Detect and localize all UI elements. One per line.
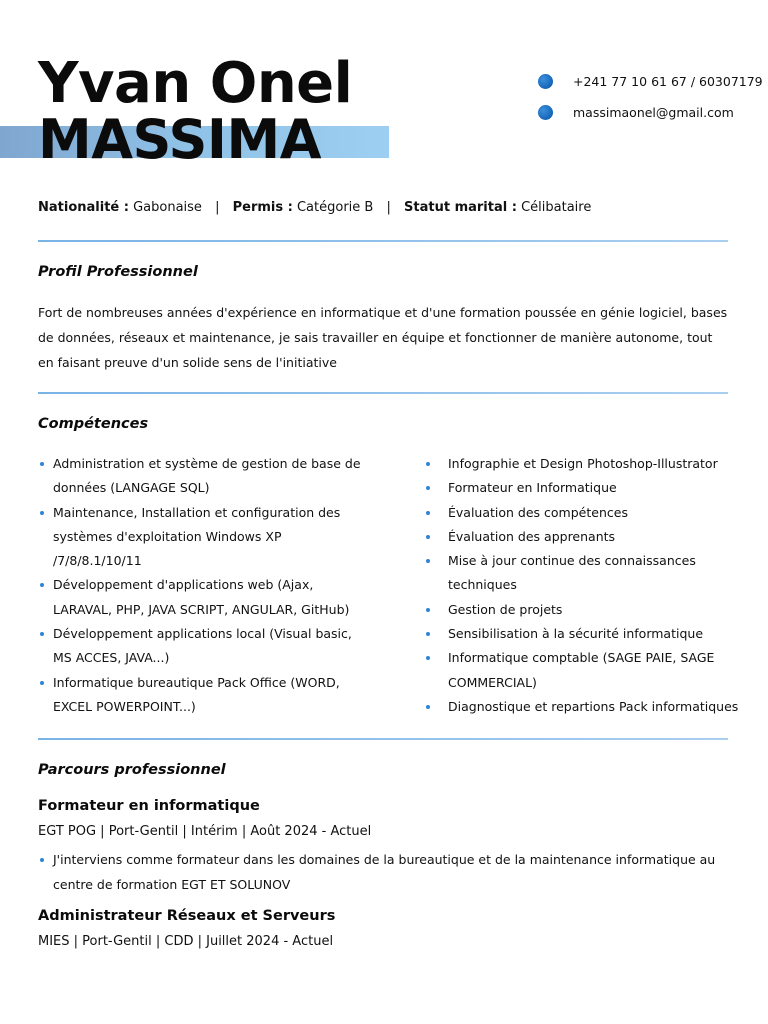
first-name: Yvan Onel xyxy=(38,51,353,116)
skill-text: Développement applications local (Visual basic, MS ACCES, JAVA...) xyxy=(53,626,352,666)
email-text: massimaonel@gmail.com xyxy=(573,105,734,120)
bullet-dot-icon xyxy=(40,511,44,515)
skill-text: Formateur en Informatique xyxy=(448,480,617,496)
job-meta: MIES | Port-Gentil | CDD | Juillet 2024 - Actuel xyxy=(38,934,334,949)
skill-text: Diagnostique et repartions Pack informatiques xyxy=(448,698,739,714)
profile-heading: Profil Professionnel xyxy=(38,264,198,280)
skill-text: Informatique bureautique Pack Office (WORD, EXCEL POWERPOINT...) xyxy=(53,674,340,714)
skill-item xyxy=(424,525,744,549)
job-description-list xyxy=(38,848,738,897)
job-description-text: J'interviens comme formateur dans les domaines de la bureautique et de la maintenance informatique au centre de formation EGT ET SOLUNOV xyxy=(53,852,716,892)
bullet-dot-icon xyxy=(426,705,430,709)
skill-item xyxy=(38,622,368,671)
personal-info xyxy=(38,200,591,215)
skill-item xyxy=(424,452,744,476)
career-heading: Parcours professionnel xyxy=(38,762,226,778)
marital-value: Célibataire xyxy=(521,200,592,215)
skill-item xyxy=(38,452,368,501)
bullet-dot-icon xyxy=(426,511,430,515)
section-divider xyxy=(38,240,728,242)
skill-item xyxy=(424,501,744,525)
bullet-dot-icon xyxy=(40,681,44,685)
bullet-dot-icon xyxy=(426,486,430,490)
section-divider xyxy=(38,738,728,740)
skill-text: Administration et système de gestion de base de données (LANGAGE SQL) xyxy=(53,456,361,496)
skill-text: Maintenance, Installation et configuration des systèmes d'exploitation Windows XP /7/8/8.1/10/11 xyxy=(53,504,341,569)
job-title: Administrateur Réseaux et Serveurs xyxy=(38,908,336,924)
info-separator: | xyxy=(215,200,220,215)
skill-item xyxy=(38,671,368,720)
bullet-dot-icon xyxy=(40,583,44,587)
skill-text: Mise à jour continue des connaissances techniques xyxy=(448,553,696,593)
bullet-dot-icon xyxy=(426,632,430,636)
bullet-dot-icon xyxy=(40,632,44,636)
skill-item xyxy=(424,646,744,695)
skill-text: Infographie et Design Photoshop-Illustrator xyxy=(448,456,718,471)
skills-list-right xyxy=(424,452,744,719)
email-dot-icon xyxy=(538,105,553,120)
skill-text: Évaluation des apprenants xyxy=(448,528,616,544)
section-divider xyxy=(38,392,728,394)
bullet-dot-icon xyxy=(40,858,44,862)
skill-text: Évaluation des compétences xyxy=(448,504,628,520)
bullet-dot-icon xyxy=(426,535,430,539)
skills-heading: Compétences xyxy=(38,416,149,432)
job-title: Formateur en informatique xyxy=(38,798,260,814)
skill-text: Gestion de projets xyxy=(448,601,563,617)
job-description-item xyxy=(38,848,738,897)
skill-item xyxy=(424,549,744,598)
skill-text: Développement d'applications web (Ajax, LARAVAL, PHP, JAVA SCRIPT, ANGULAR, GitHub) xyxy=(53,577,350,617)
skill-item xyxy=(424,598,744,622)
last-name: MASSIMA xyxy=(38,108,322,171)
phone-text: +241 77 10 61 67 / 60307179 xyxy=(573,74,763,89)
profile-text: Fort de nombreuses années d'expérience en informatique et d'une formation poussée en génie logiciel, bases de données, réseaux et maintenance, je sais travailler en équipe et fonctionner de manière autonome, tout en faisant preuve d'un solide sens de l'initiative xyxy=(38,305,728,370)
info-separator: | xyxy=(386,200,391,215)
skills-list-left xyxy=(38,452,368,719)
nationality-value: Gabonaise xyxy=(133,200,202,215)
skill-text: Informatique comptable (SAGE PAIE, SAGE COMMERCIAL) xyxy=(448,650,715,690)
contact-email xyxy=(538,105,734,120)
phone-dot-icon xyxy=(538,74,553,89)
skill-item xyxy=(38,573,368,622)
skill-item xyxy=(38,501,368,574)
nationality-label: Nationalité : xyxy=(38,200,129,215)
license-label: Permis : xyxy=(232,200,293,215)
job-meta: EGT POG | Port-Gentil | Intérim | Août 2024 - Actuel xyxy=(38,824,372,839)
skill-item xyxy=(424,695,744,719)
contact-phone xyxy=(538,74,763,89)
skill-item xyxy=(424,476,744,500)
bullet-dot-icon xyxy=(40,462,44,466)
marital-label: Statut marital : xyxy=(404,200,517,215)
bullet-dot-icon xyxy=(426,656,430,660)
skill-item xyxy=(424,622,744,646)
bullet-dot-icon xyxy=(426,462,430,466)
license-value: Catégorie B xyxy=(296,200,374,215)
skill-text: Sensibilisation à la sécurité informatique xyxy=(448,626,704,642)
bullet-dot-icon xyxy=(426,559,430,563)
bullet-dot-icon xyxy=(426,608,430,612)
